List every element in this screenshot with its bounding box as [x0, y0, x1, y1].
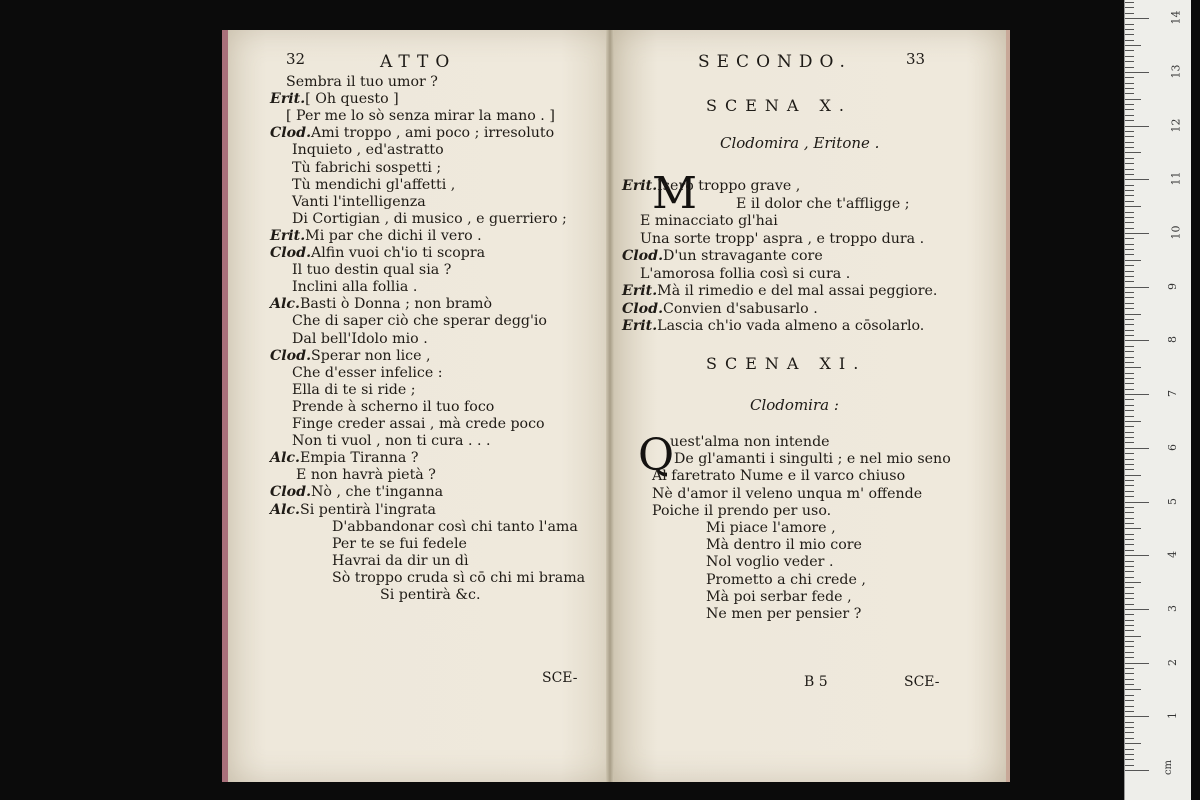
verse-text: Ne men per pensier ? [706, 606, 862, 622]
ruler-number: 12 [1169, 118, 1183, 133]
ruler-tick [1125, 485, 1134, 486]
ruler-tick [1125, 271, 1134, 272]
speaker-label: Clod. [270, 347, 312, 364]
ruler-tick [1125, 421, 1141, 422]
ruler-tick [1125, 324, 1134, 325]
ruler-tick [1125, 206, 1141, 207]
ruler-tick [1125, 453, 1134, 454]
verse-text: Si pentirà l'ingrata [299, 501, 436, 518]
speaker-label: Clod. [622, 300, 664, 317]
ruler-tick [1125, 668, 1134, 669]
ruler-tick [1125, 13, 1134, 14]
speaker-label: Alc. [270, 450, 300, 467]
verse-text: Sembra il tuo umor ? [286, 74, 438, 90]
verse-line [736, 196, 910, 212]
ruler-tick [1125, 765, 1134, 766]
verse-line [270, 245, 485, 261]
verse-line [640, 266, 850, 282]
ruler-tick [1125, 416, 1134, 417]
ruler-tick [1125, 663, 1149, 664]
ruler-number: 14 [1169, 10, 1183, 25]
verse-text: Convien d'sabusarlo . [663, 300, 818, 317]
ruler-tick [1125, 770, 1149, 771]
ruler-tick [1125, 152, 1141, 153]
verse-line [706, 537, 862, 553]
speaker-label: Clod. [270, 125, 312, 142]
speaker-label: Erit. [622, 178, 658, 194]
ruler-tick [1125, 383, 1134, 384]
verse-text: Che d'esser infelice : [292, 364, 443, 381]
verse-text: Mà dentro il mio core [706, 537, 862, 554]
ruler-tick [1125, 83, 1134, 84]
signature-mark: B 5 [804, 674, 828, 690]
ruler-tick [1125, 77, 1134, 78]
ruler-number: 10 [1169, 225, 1183, 240]
verse-line [292, 399, 494, 415]
ruler-tick [1125, 265, 1134, 266]
verse-line [270, 91, 399, 107]
verse-text: Prende à scherno il tuo foco [292, 398, 495, 415]
ruler-tick [1125, 630, 1134, 631]
ruler-tick [1125, 115, 1134, 116]
verse-line [292, 211, 567, 227]
scene-x-dropcap: M [652, 168, 698, 219]
ruler-tick [1125, 593, 1134, 594]
left-running-head: ATTO [380, 52, 457, 72]
verse-text: Finge creder assai , mà crede poco [292, 416, 545, 432]
verse-text: Tù fabrichi sospetti ; [292, 159, 442, 176]
ruler-tick [1125, 749, 1134, 750]
ruler-tick [1125, 99, 1141, 100]
ruler-tick [1125, 109, 1134, 110]
ruler-tick [1125, 104, 1134, 105]
verse-text: Sò troppo cruda sì cō chi mi brama [332, 569, 586, 586]
verse-line [270, 484, 443, 500]
ruler-tick [1125, 126, 1149, 127]
verse-text: Di Cortigian , di musico , e guerriero ; [292, 210, 567, 227]
ruler-tick [1125, 195, 1134, 196]
ruler-tick [1125, 539, 1134, 540]
ruler-tick [1125, 732, 1134, 733]
verse-line [292, 142, 444, 158]
verse-line [670, 434, 830, 450]
ruler-tick [1125, 40, 1134, 41]
ruler-tick [1125, 314, 1141, 315]
ruler-tick [1125, 276, 1134, 277]
right-running-head: SECONDO. [698, 52, 852, 72]
ruler-tick [1125, 738, 1134, 739]
ruler-tick [1125, 308, 1134, 309]
verse-text: Empia Tiranna ? [299, 450, 419, 467]
verse-text: Poiche il prendo per uso. [652, 502, 832, 519]
ruler-tick [1125, 244, 1134, 245]
ruler-tick [1125, 582, 1141, 583]
verse-line [332, 536, 467, 552]
verse-line [652, 486, 922, 502]
verse-text: Havrai da dir un dì [332, 552, 469, 569]
ruler-tick [1125, 561, 1134, 562]
ruler-tick [1125, 18, 1149, 19]
ruler-tick [1125, 394, 1149, 395]
verse-text: Nò , che t'inganna [311, 484, 444, 501]
verse-text: L'amorosa follia così si cura . [640, 265, 851, 282]
ruler-tick [1125, 743, 1141, 744]
ruler-tick [1125, 475, 1141, 476]
verse-line [706, 572, 866, 588]
ruler-tick [1125, 72, 1149, 73]
ruler-tick [1125, 469, 1134, 470]
scene-xi-dropcap: Q [638, 430, 675, 481]
verse-text: E minacciato gl'hai [640, 213, 778, 229]
ruler-tick [1125, 297, 1134, 298]
verse-text: Mà il rimedio e del mal assai peggiore. [657, 283, 938, 299]
verse-line [622, 318, 924, 334]
ruler-tick [1125, 228, 1134, 229]
verse-text: Sperar non lice , [311, 347, 431, 364]
ruler-number: 5 [1166, 497, 1179, 505]
ruler-number: 2 [1166, 658, 1179, 666]
verse-line [332, 553, 469, 569]
verse-text: Tù mendichi gl'affetti , [292, 176, 456, 193]
ruler-tick [1125, 292, 1134, 293]
ruler-tick [1125, 131, 1134, 132]
scene-xi-characters: Clodomira : [750, 396, 839, 414]
verse-line [292, 365, 443, 381]
ruler-number: 8 [1166, 336, 1179, 344]
left-catchword: SCE- [542, 670, 578, 686]
ruler-tick [1125, 700, 1134, 701]
verse-text: [ Per me lo sò senza mirar la mano . ] [286, 108, 555, 125]
verse-line [292, 262, 451, 278]
speaker-label: Erit. [270, 227, 306, 244]
ruler-tick [1125, 716, 1149, 717]
verse-line [292, 433, 491, 449]
verse-text: Mi par che dichi il vero . [305, 227, 482, 244]
ruler-tick [1125, 399, 1134, 400]
ruler-tick [1125, 587, 1134, 588]
verse-line [706, 606, 861, 622]
verse-line [286, 74, 438, 90]
ruler-tick [1125, 357, 1134, 358]
ruler-tick [1125, 432, 1134, 433]
ruler-number: 6 [1166, 443, 1179, 451]
ruler-tick [1125, 142, 1134, 143]
ruler-tick [1125, 464, 1134, 465]
ruler-tick [1125, 212, 1134, 213]
verse-line [292, 160, 441, 176]
scene-xi-heading: SCENA XI. [706, 354, 867, 373]
verse-text: Alfin vuoi ch'io ti scopra [311, 245, 486, 261]
ruler-tick [1125, 24, 1134, 25]
ruler-tick [1125, 625, 1134, 626]
verse-text: E il dolor che t'affligge ; [736, 195, 910, 212]
verse-text: Ami troppo , ami poco ; irresoluto [311, 125, 555, 142]
ruler-tick [1125, 34, 1134, 35]
ruler-tick [1125, 249, 1134, 250]
ruler-tick [1125, 335, 1134, 336]
ruler-number: 7 [1166, 390, 1179, 398]
verse-text: Dal bell'Idolo mio . [292, 330, 428, 347]
ruler-tick [1125, 759, 1134, 760]
ruler-tick [1125, 598, 1134, 599]
verse-line [296, 467, 436, 483]
ruler-tick [1125, 93, 1134, 94]
ruler-tick [1125, 512, 1134, 513]
ruler-tick [1125, 254, 1134, 255]
ruler-tick [1125, 340, 1149, 341]
ruler-tick [1125, 604, 1134, 605]
verse-text: Ella di te si ride ; [292, 381, 416, 398]
ruler-tick [1125, 507, 1134, 508]
ruler-tick [1125, 571, 1134, 572]
ruler-tick [1125, 88, 1134, 89]
verse-text: Lascia ch'io vada almeno a cōsolarlo. [657, 318, 925, 334]
verse-line [292, 279, 417, 295]
ruler-tick [1125, 346, 1134, 347]
ruler-tick [1125, 61, 1134, 62]
ruler-tick [1125, 426, 1134, 427]
ruler-tick [1125, 673, 1134, 674]
right-page [610, 30, 1010, 782]
ruler-tick [1125, 50, 1134, 51]
speaker-label: Clod. [270, 484, 312, 501]
verse-text: Inquieto , ed'astratto [292, 142, 444, 159]
verse-text: Nè d'amor il veleno unqua m' offende [652, 485, 923, 502]
ruler-tick [1125, 706, 1134, 707]
verse-text: Una sorte tropp' aspra , e troppo dura . [640, 230, 925, 247]
ruler-tick [1125, 367, 1141, 368]
ruler-tick [1125, 233, 1149, 234]
ruler-tick [1125, 319, 1134, 320]
ruler-tick [1125, 459, 1134, 460]
verse-line [380, 587, 480, 603]
ruler-number: 9 [1166, 282, 1179, 290]
verse-text: De gl'amanti i singulti ; e nel mio seno [674, 451, 951, 468]
verse-line [674, 451, 951, 467]
ruler-tick [1125, 528, 1141, 529]
ruler-tick [1125, 620, 1134, 621]
verse-text: Che di saper ciò che sperar degg'io [292, 313, 547, 330]
verse-text: Mi piace l'amore , [706, 520, 836, 536]
verse-text: Si pentirà &c. [380, 587, 481, 603]
verse-text: [ Oh questo ] [305, 91, 399, 108]
ruler-tick [1125, 362, 1134, 363]
ruler-tick [1125, 609, 1149, 610]
verse-text: D'abbandonar così chi tanto l'ama [332, 518, 578, 535]
ruler-tick [1125, 29, 1134, 30]
verse-line [270, 125, 554, 141]
ruler-tick [1125, 437, 1134, 438]
ruler-tick [1125, 303, 1134, 304]
left-page [222, 30, 620, 782]
verse-text: Isero troppo grave , [657, 178, 801, 194]
verse-text: Il tuo destin qual sia ? [292, 262, 452, 279]
verse-line [292, 313, 547, 329]
scene-x-heading: SCENA X. [706, 96, 852, 115]
speaker-label: Clod. [270, 245, 312, 261]
ruler-tick [1125, 523, 1134, 524]
verse-line [292, 331, 428, 347]
ruler-tick [1125, 174, 1134, 175]
ruler-tick [1125, 185, 1134, 186]
ruler-number: 13 [1169, 64, 1183, 79]
ruler-tick [1125, 190, 1134, 191]
ruler-tick [1125, 442, 1134, 443]
ruler-tick [1125, 281, 1134, 282]
ruler-number: 3 [1166, 604, 1179, 612]
verse-line [622, 301, 818, 317]
ruler-tick [1125, 577, 1134, 578]
ruler-tick [1125, 2, 1134, 3]
ruler-tick [1125, 260, 1141, 261]
speaker-label: Clod. [622, 248, 664, 264]
verse-text: uest'alma non intende [670, 434, 830, 450]
speaker-label: Erit. [622, 283, 658, 299]
ruler-tick [1125, 169, 1134, 170]
verse-line [622, 248, 823, 264]
speaker-label: Alc. [270, 501, 300, 518]
verse-text: Inclini alla follia . [292, 279, 418, 296]
ruler-tick [1125, 389, 1134, 390]
verse-line [622, 283, 937, 299]
ruler-tick [1125, 496, 1134, 497]
ruler-tick [1125, 120, 1134, 121]
ruler-tick [1125, 502, 1149, 503]
verse-line [292, 416, 545, 432]
ruler-tick [1125, 373, 1134, 374]
verse-line [270, 296, 492, 312]
ruler-number: 1 [1166, 712, 1179, 720]
ruler-tick [1125, 566, 1134, 567]
left-page-number: 32 [286, 50, 306, 68]
verse-text: Vanti l'intelligenza [292, 193, 426, 210]
verse-line [706, 554, 833, 570]
ruler-tick [1125, 67, 1134, 68]
ruler-tick [1125, 201, 1134, 202]
ruler-tick [1125, 136, 1134, 137]
speaker-label: Erit. [270, 91, 306, 108]
verse-line [640, 231, 924, 247]
verse-line [332, 570, 585, 586]
ruler-tick [1125, 679, 1134, 680]
verse-text: Per te se fui fedele [332, 535, 467, 552]
book-gutter [606, 30, 614, 782]
ruler-tick [1125, 410, 1134, 411]
ruler-tick [1125, 163, 1134, 164]
verse-text: Nol voglio veder . [706, 554, 834, 571]
ruler-tick [1125, 684, 1134, 685]
verse-line [292, 177, 455, 193]
verse-text: Prometto a chi crede , [706, 571, 866, 588]
ruler-tick [1125, 555, 1149, 556]
ruler-tick [1125, 7, 1134, 8]
verse-line [270, 502, 436, 518]
verse-text: D'un stravagante core [663, 248, 823, 264]
ruler-tick [1125, 378, 1134, 379]
ruler-tick [1125, 222, 1134, 223]
ruler-tick [1125, 448, 1149, 449]
ruler-tick [1125, 711, 1134, 712]
verse-text: Al faretrato Nume e il varco chiuso [652, 468, 906, 485]
ruler-tick [1125, 238, 1134, 239]
ruler-tick [1125, 217, 1134, 218]
verse-line [270, 450, 418, 466]
ruler-tick [1125, 636, 1141, 637]
verse-line [292, 194, 426, 210]
right-page-number: 33 [906, 50, 926, 68]
ruler-tick [1125, 518, 1134, 519]
verse-line [652, 468, 905, 484]
ruler-tick [1125, 641, 1134, 642]
ruler-tick [1125, 695, 1134, 696]
scene-x-characters: Clodomira , Eritone . [720, 134, 880, 152]
speaker-label: Erit. [622, 318, 658, 334]
ruler-tick [1125, 646, 1134, 647]
verse-line [332, 519, 578, 535]
ruler-tick [1125, 405, 1134, 406]
verse-line [652, 503, 831, 519]
ruler-tick [1125, 657, 1134, 658]
ruler-unit-label: cm [1163, 759, 1175, 776]
ruler-tick [1125, 480, 1134, 481]
ruler-tick [1125, 158, 1134, 159]
verse-line [622, 178, 800, 194]
open-book [222, 30, 1010, 782]
verse-text: Non ti vuol , non ti cura . . . [292, 433, 491, 450]
ruler-tick [1125, 287, 1149, 288]
ruler-tick [1125, 330, 1134, 331]
verse-line [292, 382, 416, 398]
measuring-ruler [1124, 0, 1191, 800]
ruler-tick [1125, 351, 1134, 352]
ruler-tick [1125, 727, 1134, 728]
ruler-tick [1125, 754, 1134, 755]
ruler-tick [1125, 550, 1134, 551]
verse-line [706, 589, 852, 605]
verse-text: E non havrà pietà ? [296, 467, 436, 484]
speaker-label: Alc. [270, 296, 300, 313]
verse-text: Basti ò Donna ; non bramò [299, 296, 493, 313]
right-catchword: SCE- [904, 674, 940, 690]
ruler-tick [1125, 544, 1134, 545]
verse-line [270, 348, 431, 364]
ruler-tick [1125, 614, 1134, 615]
verse-line [286, 108, 555, 124]
ruler-number: 11 [1169, 171, 1183, 186]
ruler-tick [1125, 56, 1134, 57]
ruler-tick [1125, 179, 1149, 180]
verse-line [706, 520, 836, 536]
ruler-tick [1125, 534, 1134, 535]
verse-line [640, 213, 778, 229]
ruler-tick [1125, 689, 1141, 690]
ruler-tick [1125, 722, 1134, 723]
ruler-tick [1125, 652, 1134, 653]
ruler-number: 4 [1166, 551, 1179, 559]
verse-text: Mà poi serbar fede , [706, 588, 852, 605]
verse-line [270, 228, 482, 244]
ruler-tick [1125, 491, 1134, 492]
ruler-tick [1125, 147, 1134, 148]
ruler-tick [1125, 45, 1141, 46]
